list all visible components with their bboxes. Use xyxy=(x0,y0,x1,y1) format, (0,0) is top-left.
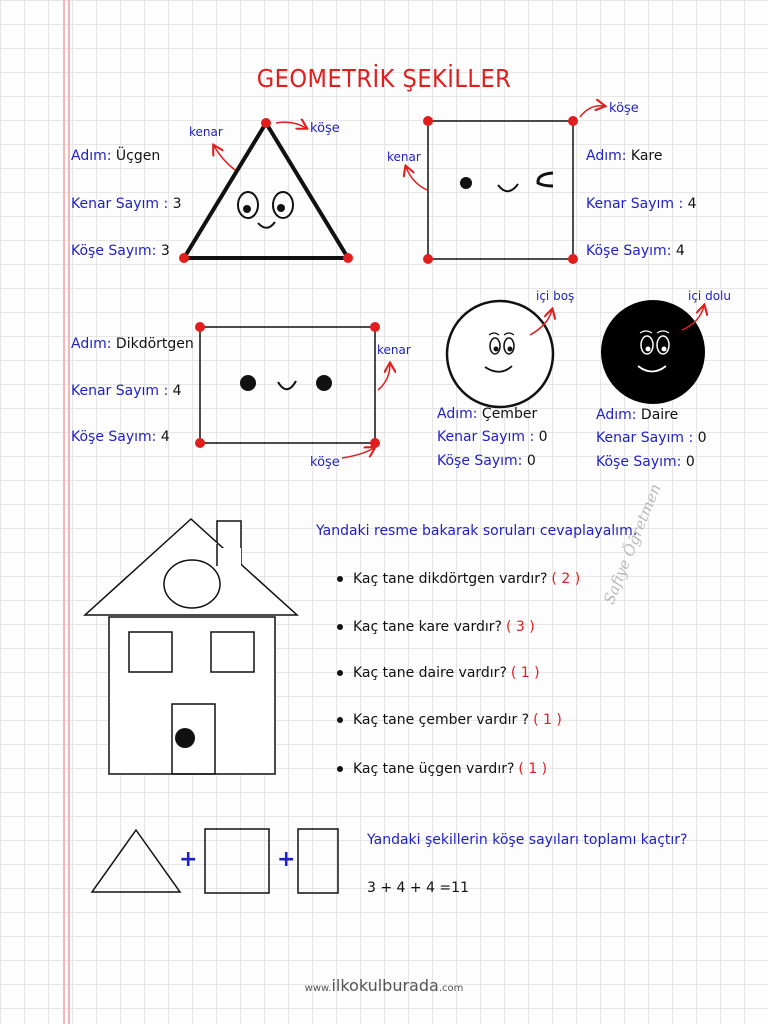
plus-icon: + xyxy=(277,847,296,872)
circle-filled-name-row xyxy=(596,407,678,423)
sum-prompt: Yandaki şekillerin köşe sayıları toplamı kaçtır? xyxy=(367,832,688,848)
question-answer: ( 1 ) xyxy=(510,665,540,681)
site-footer xyxy=(0,976,768,995)
bullet-icon xyxy=(337,717,343,723)
question-item xyxy=(337,619,535,635)
triangle-face xyxy=(238,192,293,228)
square-corner-tag: köşe xyxy=(609,101,639,116)
question-item xyxy=(337,712,562,728)
corners-label: Köşe Sayım: xyxy=(586,243,672,259)
square-corners-row xyxy=(586,243,685,259)
corners-value: 3 xyxy=(160,243,170,259)
square-side-tag: kenar xyxy=(387,150,421,164)
square-shape xyxy=(406,106,604,264)
rectangle-face xyxy=(240,375,332,391)
rectangle-corners-row xyxy=(71,429,170,445)
question-text: Kaç tane kare vardır? xyxy=(353,619,502,635)
name-label: Adım: xyxy=(437,406,478,422)
question-text: Kaç tane daire vardır? xyxy=(353,665,507,681)
edges-label: Kenar Sayım : xyxy=(596,430,694,446)
triangle-corners-row xyxy=(71,243,170,259)
question-answer: ( 1 ) xyxy=(533,712,562,728)
question-answer: ( 2 ) xyxy=(551,571,581,587)
circle-filled-edges-row xyxy=(596,430,707,446)
square-face xyxy=(460,173,553,191)
house-prompt: Yandaki resme bakarak soruları cevaplayalım. xyxy=(316,523,638,539)
edges-label: Kenar Sayım : xyxy=(586,196,684,212)
bullet-icon xyxy=(337,766,343,772)
edges-value: 4 xyxy=(687,196,697,212)
edges-value: 0 xyxy=(538,429,548,445)
name-label: Adım: xyxy=(71,148,112,164)
triangle-edges-row xyxy=(71,196,182,212)
circle-outline-corners-row xyxy=(437,453,536,469)
footer-site-name: ilkokulburada xyxy=(331,976,439,995)
edges-value: 3 xyxy=(172,196,182,212)
question-item xyxy=(337,665,540,681)
bullet-icon xyxy=(337,624,343,630)
square-name-row xyxy=(586,148,663,164)
edges-value: 4 xyxy=(172,383,182,399)
plus-icon: + xyxy=(179,847,198,872)
name-label: Adım: xyxy=(596,407,637,423)
corners-label: Köşe Sayım: xyxy=(71,243,157,259)
rectangle-corner-tag: köşe xyxy=(310,455,340,470)
page-title: GEOMETRİK ŞEKİLLER xyxy=(256,64,512,93)
triangle-name-row xyxy=(71,148,160,164)
sum-equation: 3 + 4 + 4 =11 xyxy=(367,880,469,896)
circle-outline-name-row xyxy=(437,406,537,422)
question-answer: ( 3 ) xyxy=(505,619,535,635)
rectangle-side-tag: kenar xyxy=(377,343,411,357)
triangle-corner-tag: köşe xyxy=(310,121,340,136)
name-value: Çember xyxy=(481,406,538,422)
house-drawing xyxy=(85,519,297,774)
edges-value: 0 xyxy=(697,430,707,446)
name-value: Daire xyxy=(640,407,679,423)
question-item xyxy=(337,761,547,777)
name-label: Adım: xyxy=(71,336,112,352)
author-signature: Safiye Öğretmen xyxy=(600,481,665,607)
bullet-icon xyxy=(337,576,343,582)
circle-outline-shape xyxy=(447,301,553,407)
question-item xyxy=(337,571,580,587)
corners-label: Köşe Sayım: xyxy=(71,429,157,445)
bullet-icon xyxy=(337,670,343,676)
corners-value: 0 xyxy=(685,454,695,470)
circle-filled-tag: içi dolu xyxy=(688,289,731,303)
rectangle-shape xyxy=(195,322,390,458)
corners-value: 4 xyxy=(675,243,685,259)
edges-label: Kenar Sayım : xyxy=(71,383,169,399)
circle-filled-shape xyxy=(601,300,705,404)
question-text: Kaç tane dikdörtgen vardır? xyxy=(353,571,548,587)
rectangle-edges-row xyxy=(71,383,182,399)
rectangle-name-row xyxy=(71,336,194,352)
footer-prefix: www. xyxy=(304,983,332,994)
name-label: Adım: xyxy=(586,148,627,164)
square-edges-row xyxy=(586,196,697,212)
circle-outline-edges-row xyxy=(437,429,548,445)
name-value: Kare xyxy=(630,148,663,164)
name-value: Dikdörtgen xyxy=(115,336,194,352)
sum-shapes xyxy=(92,829,338,893)
corners-label: Köşe Sayım: xyxy=(596,454,682,470)
triangle-shape xyxy=(179,118,353,263)
triangle-side-tag: kenar xyxy=(189,125,223,139)
corners-value: 4 xyxy=(160,429,170,445)
circle-filled-corners-row xyxy=(596,454,695,470)
edges-label: Kenar Sayım : xyxy=(437,429,535,445)
corners-value: 0 xyxy=(526,453,536,469)
corners-label: Köşe Sayım: xyxy=(437,453,523,469)
name-value: Üçgen xyxy=(115,148,161,164)
edges-label: Kenar Sayım : xyxy=(71,196,169,212)
question-text: Kaç tane çember vardır ? xyxy=(353,712,530,728)
circle-outline-tag: içi boş xyxy=(536,289,575,303)
footer-suffix: .com xyxy=(438,983,464,994)
question-answer: ( 1 ) xyxy=(518,761,548,777)
question-text: Kaç tane üçgen vardır? xyxy=(353,761,515,777)
